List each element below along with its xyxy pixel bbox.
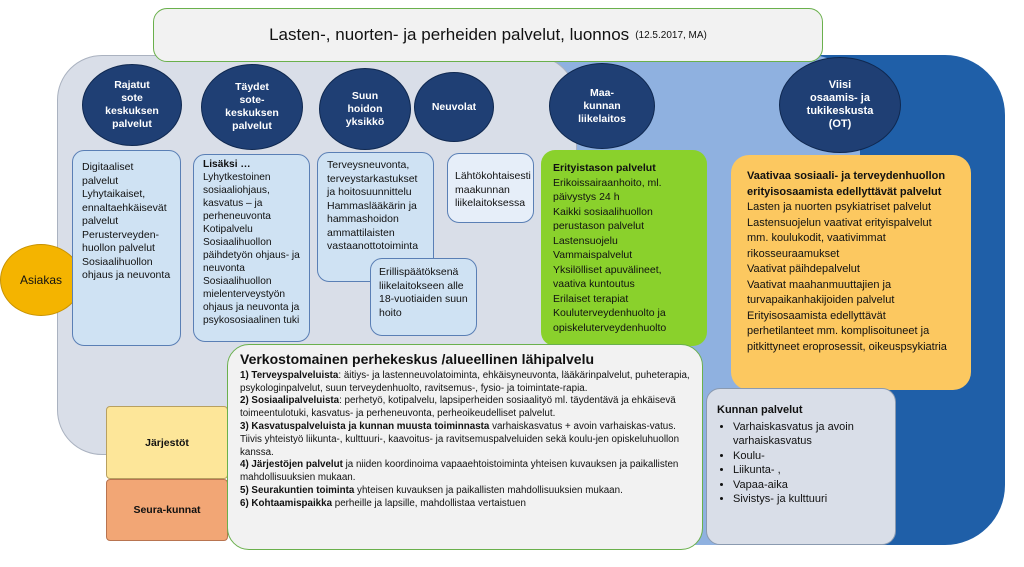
- network-item: [240, 421, 690, 459]
- network-item-text: ja niiden koordinoima vapaaehtoistoiminta yhteisen kuvauksen ja paikallisten mahdollisuuksien mukaan.: [240, 459, 679, 484]
- circle-ot-label: Viisi osaamis- ja tukikeskusta (OT): [806, 79, 874, 130]
- taydet-line: Sosiaalihuollon mielenterveystyön ohjaus ja neuvonta ja psykososiaalinen tuki: [203, 276, 300, 326]
- erityis-line: Yksilölliset apuvälineet, vaativa kuntoutus: [553, 263, 662, 290]
- rajatut-line: Digitaaliset palvelut: [82, 161, 134, 187]
- network-item-title: 4) Järjestöjen palvelut: [240, 459, 343, 471]
- kunta-heading: Kunnan palvelut: [717, 404, 803, 416]
- box-erityistason-palvelut: [541, 150, 707, 346]
- vaativa-line: Lasten ja nuorten psykiatriset palvelut: [747, 201, 932, 213]
- network-item-text: yhteisen kuvauksen ja paikallisten mahdollisuuksien mukaan.: [354, 484, 623, 496]
- circle-liikelaitos: [549, 63, 655, 149]
- network-item-text: perheille ja lapsille, mahdollistaa vertaistuen: [332, 497, 526, 509]
- taydet-heading: Lisäksi …: [203, 159, 251, 170]
- network-item: [240, 395, 690, 421]
- erityis-line: Erikoissairaanhoito, ml. päivystys 24 h: [553, 176, 662, 203]
- box-lahtokohtaisesti: [447, 153, 534, 223]
- box-verkostomainen-perhekeskus: [227, 344, 703, 550]
- rajatut-line: Perusterveyden-huollon palvelut: [82, 228, 160, 254]
- circle-ot: [779, 57, 901, 153]
- circle-taydet: [201, 64, 303, 150]
- circle-neuvolat: [414, 72, 494, 142]
- network-item-title: 5) Seurakuntien toiminta: [240, 484, 355, 496]
- erillis-text: Erillispäätöksenä liikelaitokseen alle 18-vuotiaiden suun hoito: [379, 266, 468, 319]
- circle-rajatut: [82, 64, 182, 146]
- network-item: [240, 498, 690, 511]
- box-seurakunnat: [106, 479, 228, 541]
- kunta-list-item: • Liikunta- ,: [733, 463, 885, 478]
- vaativa-line: Vaativat päihdepalvelut: [747, 263, 860, 275]
- asiakas-label: Asiakas: [19, 273, 63, 287]
- kunta-list-item: • Vapaa-aika: [733, 478, 885, 493]
- box-taydet-services: [193, 154, 310, 342]
- taydet-line: Sosiaalihuollon päihdetyön ohjaus- ja neuvonta: [203, 237, 300, 274]
- box-jarjestot: [106, 406, 228, 479]
- kunta-list: [717, 420, 885, 507]
- taydet-line: Kotipalvelu: [203, 224, 253, 235]
- rajatut-line: Sosiaalihuollon ohjaus ja neuvonta: [82, 255, 171, 281]
- network-item: [240, 485, 690, 498]
- network-heading: Verkostomainen perhekeskus /alueellinen lähipalvelu: [240, 351, 595, 367]
- network-item-title: 1) Terveyspalveluista: [240, 369, 339, 381]
- circle-taydet-label: Täydet sote- keskuksen palvelut: [225, 81, 279, 132]
- network-item-title: 3) Kasvatuspalveluista ja kunnan muusta toiminnasta: [240, 420, 490, 432]
- vaativa-line: Erityisosaamista edellyttävät perhetilanteet mm. komplisoituneet ja pitkittyneet eroprosessit, oikeuspsykiatria: [747, 309, 947, 353]
- circle-rajatut-label: Rajatut sote keskuksen palvelut: [105, 79, 159, 130]
- seura-label: Seura-kunnat: [133, 504, 201, 516]
- kunta-list-item: • Koulu-: [733, 449, 885, 464]
- erityis-line: Vammaispalvelut: [553, 249, 633, 261]
- network-item-title: 6) Kohtaamispaikka: [240, 497, 333, 509]
- network-item: [240, 459, 690, 485]
- title-note: (12.5.2017, MA): [635, 29, 707, 41]
- network-item-text: : perhetyö, kotipalvelu, lapsiperheiden sosiaalityö ml. täydentävä ja ehkäisevä toimeentulotuki, kasvatus- ja perheneuvonta, perheoikeudelliset palvelut.: [240, 395, 676, 420]
- asiakas-circle: [0, 244, 82, 316]
- box-kunnan-palvelut: [706, 388, 896, 545]
- kunta-list-item: • Varhaiskasvatus ja avoin varhaiskasvatus: [733, 420, 885, 449]
- taydet-line: Lyhytkestoinen sosiaaliohjaus, kasvatus – ja perheneuvonta: [203, 172, 271, 222]
- diagram-title: [153, 8, 823, 62]
- circle-suun-hoito: [319, 68, 411, 150]
- jarjestot-label: Järjestöt: [145, 436, 189, 449]
- vaativa-heading: Vaativaa sosiaali- ja terveydenhuollon erityisosaamista edellyttävät palvelut: [747, 170, 946, 198]
- network-item-text: varhaiskasvatus + avoin varhaiskas-vatus. Tiivis yhteistyö liikunta-, kulttuuri-, kaavoitus- ja ravitsemuspalveluiden sekä koulu-jen opiskeluhuollon kanssa.: [240, 420, 680, 458]
- box-vaativa-erityisosaaminen: [731, 155, 971, 390]
- erityis-line: Erilaiset terapiat: [553, 292, 629, 305]
- vaativa-line: Lastensuojelun vaativat erityispalvelut mm. koulukodit, vaativimmat rikosseuraamukset: [747, 216, 932, 260]
- circle-liikelaitos-label: Maa- kunnan liikelaitos: [578, 86, 626, 125]
- circle-neuvolat-label: Neuvolat: [431, 100, 477, 113]
- erityis-line: Lastensuojelu: [553, 234, 618, 247]
- erityis-line: Kouluterveydenhuolto ja opiskeluterveydenhuolto: [553, 307, 667, 334]
- circle-suun-hoito-label: Suun hoidon yksikkö: [345, 89, 385, 128]
- box-rajatut-services: [72, 150, 181, 346]
- suun-line: Terveysneuvonta, terveystarkastukset ja hoitosuunnittelu: [327, 159, 418, 198]
- erityis-line: Kaikki sosiaalihuollon perustason palvelut: [553, 205, 653, 232]
- vaativa-line: Vaativat maahanmuuttajien ja turvapaikanhakijoiden palvelut: [747, 278, 895, 306]
- kunta-list-item: • Sivistys- ja kulttuuri: [733, 492, 885, 507]
- network-item-text: : äitiys- ja lastenneuvolatoiminta, ehkäisyneuvonta, lääkärinpalvelut, puheterapia, psykologinpalvelut, suun terveydenhuolto, ravitsemus-, fysio- ja toimintate-rapia.: [240, 369, 690, 394]
- suun-line: Hammaslääkärin ja hammashoidon ammattilaisten vastaanottotoiminta: [327, 199, 419, 252]
- lahto-text: Lähtökohtaisesti maakunnan liikelaitoksessa: [455, 170, 531, 209]
- box-erillispaatos: [370, 258, 477, 336]
- rajatut-line: Lyhytaikaiset, ennaltaehkäisevät palvelut: [82, 188, 167, 227]
- network-item-title: 2) Sosiaalipalveluista: [240, 395, 340, 407]
- network-item: [240, 370, 690, 396]
- erityis-heading: Erityistason palvelut: [553, 162, 656, 174]
- title-main: Lasten-, nuorten- ja perheiden palvelut, luonnos: [269, 25, 630, 44]
